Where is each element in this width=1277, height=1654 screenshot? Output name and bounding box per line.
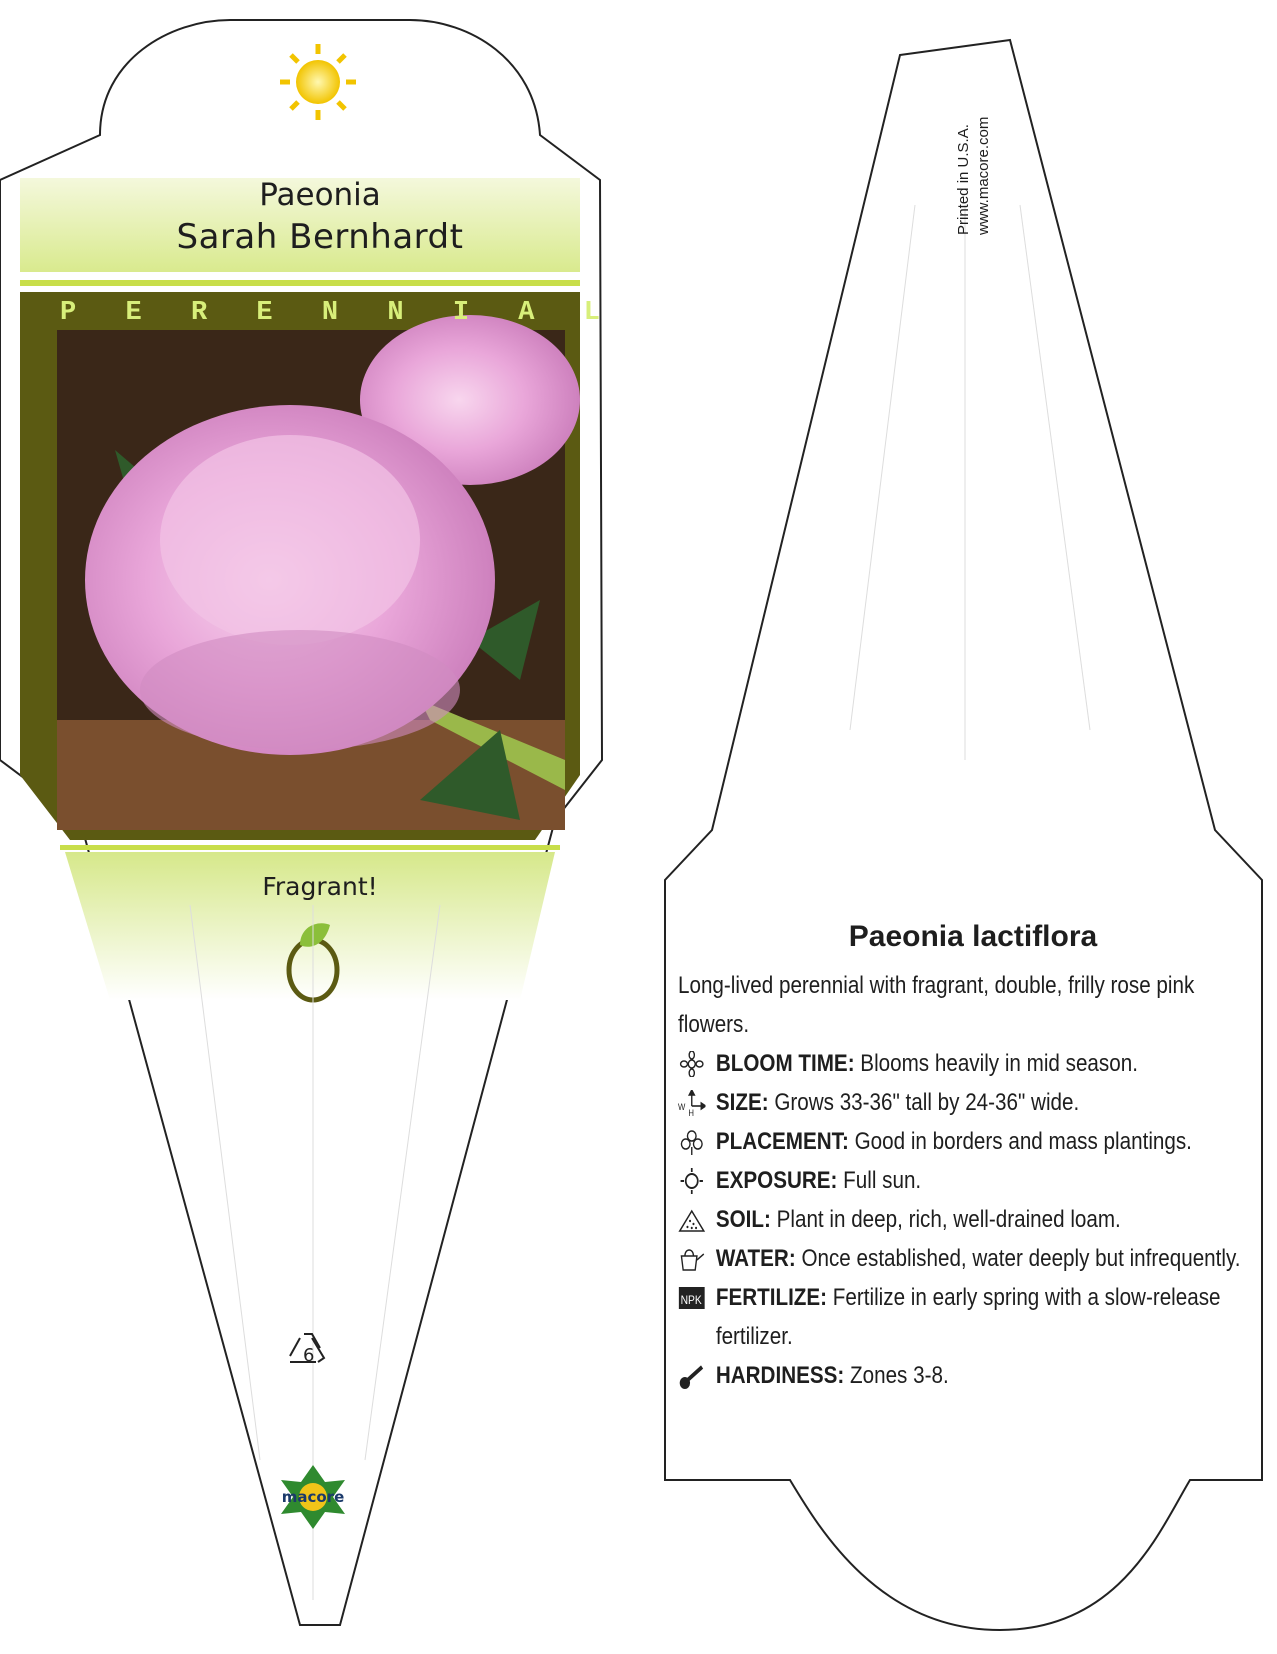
category-letter: N	[321, 298, 339, 328]
attribute-text: Once established, water deeply but infrequently.	[801, 1245, 1241, 1272]
attribute-exposure	[678, 1161, 1271, 1200]
attribute-text: Full sun.	[843, 1167, 922, 1194]
thermometer-icon	[678, 1363, 706, 1389]
sun-icon	[678, 1168, 706, 1194]
category-letter: A	[518, 298, 535, 328]
category-label	[40, 298, 620, 330]
attribute-label: PLACEMENT:	[715, 1128, 849, 1155]
attribute-hardiness	[678, 1356, 1271, 1395]
size-arrows-icon	[678, 1090, 706, 1116]
attribute-label: SOIL:	[715, 1206, 771, 1233]
npk-icon	[678, 1285, 706, 1311]
attribute-text: Good in borders and mass plantings.	[854, 1128, 1192, 1155]
feature-text: Fragrant!	[262, 872, 378, 901]
category-letter: N	[387, 298, 404, 328]
attribute-label: EXPOSURE:	[715, 1167, 838, 1194]
size-h: H	[688, 1107, 694, 1116]
attribute-placement	[678, 1122, 1271, 1161]
category-letter: P	[60, 298, 77, 328]
placement-plant-icon	[678, 1129, 706, 1155]
botanical-name: Paeonia lactiflora	[848, 920, 1098, 953]
attribute-text: Plant in deep, rich, well-drained loam.	[776, 1206, 1121, 1233]
category-letter: R	[190, 298, 208, 328]
attribute-label: FERTILIZE:	[715, 1284, 828, 1311]
front-cultivar-name: Sarah Bernhardt	[176, 217, 464, 257]
attribute-water	[678, 1239, 1271, 1278]
back-info	[678, 920, 1268, 1395]
npk-text: NPK	[680, 1294, 702, 1308]
print-info	[955, 45, 995, 235]
flower-icon	[678, 1051, 706, 1077]
attribute-text: Zones 3-8.	[850, 1362, 949, 1389]
description: Long-lived perennial with fragrant, double, frilly rose pink flowers.	[678, 972, 1195, 1038]
front-tag	[0, 20, 602, 1625]
category-letter: L	[583, 298, 600, 328]
brand-name: macore	[281, 1488, 345, 1506]
attribute-label: HARDINESS:	[715, 1362, 845, 1389]
website-text: www.macore.com	[975, 116, 992, 235]
printed-in-text: Printed in U.S.A.	[955, 124, 972, 235]
recycle-number: 6	[303, 1345, 315, 1366]
attribute-label: SIZE:	[715, 1089, 769, 1116]
attribute-fertilize	[678, 1278, 1271, 1356]
category-letter: I	[452, 298, 470, 328]
attribute-bloom-time	[678, 1044, 1271, 1083]
category-letter: E	[256, 298, 273, 328]
front-genus-name: Paeonia	[259, 177, 381, 213]
attribute-text: Grows 33-36" tall by 24-36" wide.	[774, 1089, 1080, 1116]
category-letter: E	[125, 298, 142, 328]
size-w: W	[678, 1101, 686, 1113]
peony-photo	[57, 315, 580, 830]
attribute-label: WATER:	[715, 1245, 796, 1272]
watering-can-icon	[678, 1246, 706, 1272]
attribute-soil	[678, 1200, 1271, 1239]
soil-icon	[678, 1207, 706, 1233]
attribute-text: Fertilize in early spring with a slow-release fertilizer.	[715, 1284, 1221, 1350]
attribute-label: BLOOM TIME:	[715, 1050, 855, 1077]
attribute-size	[678, 1083, 1271, 1122]
attribute-text: Blooms heavily in mid season.	[860, 1050, 1138, 1077]
